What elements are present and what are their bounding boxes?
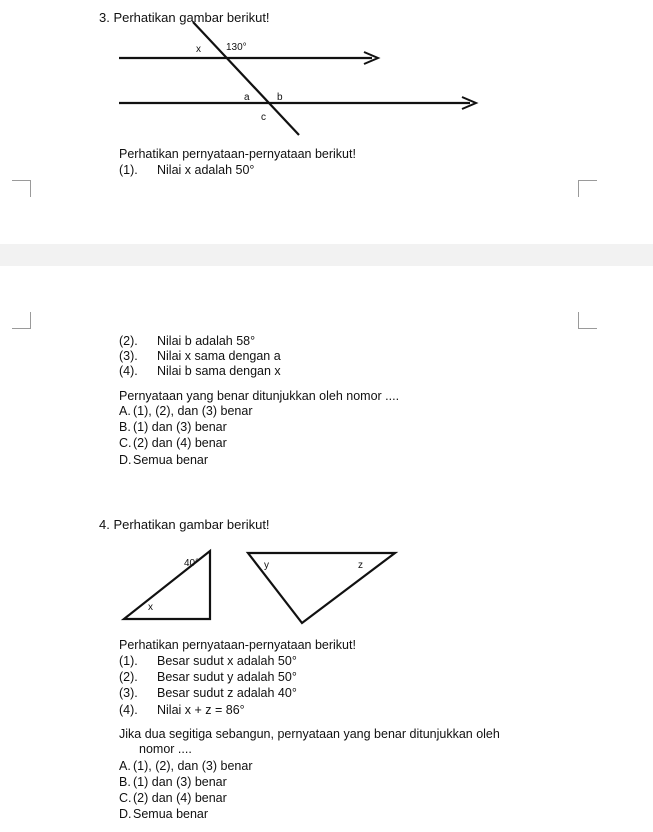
triangles-diagram <box>124 551 395 623</box>
option-letter: C. <box>119 436 132 450</box>
q3-intro: Perhatikan pernyataan-pernyataan berikut! <box>119 147 356 161</box>
option-text: Semua benar <box>133 807 209 821</box>
option-text: (2) dan (4) benar <box>133 791 227 805</box>
option-text: (1) dan (3) benar <box>133 420 227 434</box>
q3-option-c[interactable] <box>119 436 227 451</box>
option-letter: B. <box>119 775 131 789</box>
page-corner-mark <box>12 312 31 329</box>
option-text: (2) dan (4) benar <box>133 436 227 450</box>
q4-statement-3 <box>119 686 297 701</box>
q3-label-x: x <box>196 44 201 55</box>
option-letter: A. <box>119 759 131 773</box>
option-letter: D. <box>119 453 132 467</box>
statement-number: (1). <box>119 654 138 668</box>
statement-number: (4). <box>119 364 138 378</box>
page-corner-mark <box>12 180 31 197</box>
q4-option-c[interactable] <box>119 791 227 806</box>
page-corner-mark <box>578 312 597 329</box>
statement-text: Nilai b sama dengan x <box>157 364 281 378</box>
q3-option-a[interactable] <box>119 404 253 419</box>
q3-statement-3 <box>119 349 281 364</box>
statement-number: (3). <box>119 686 138 700</box>
statement-number: (3). <box>119 349 138 363</box>
statement-text: Nilai b adalah 58° <box>157 334 256 348</box>
q3-statement-1 <box>119 163 254 178</box>
statement-text: Besar sudut y adalah 50° <box>157 670 297 684</box>
page-corner-mark <box>578 180 597 197</box>
statement-text: Nilai x sama dengan a <box>157 349 281 363</box>
statement-number: (2). <box>119 670 138 684</box>
q3-title: 3. Perhatikan gambar berikut! <box>99 10 270 25</box>
right-triangle <box>248 553 395 623</box>
q4-statement-1 <box>119 654 297 669</box>
option-letter: C. <box>119 791 132 805</box>
q4-title: 4. Perhatikan gambar berikut! <box>99 517 270 532</box>
q4-question-line-2: nomor .... <box>139 742 192 756</box>
statement-text: Nilai x adalah 50° <box>157 163 255 177</box>
q3-label-a: a <box>244 92 250 103</box>
statement-text: Besar sudut z adalah 40° <box>157 686 297 700</box>
q4-label-y: y <box>264 560 269 571</box>
option-text: (1), (2), dan (3) benar <box>133 404 253 418</box>
q4-label-x: x <box>148 602 153 613</box>
option-letter: D. <box>119 807 132 821</box>
q3-label-c: c <box>261 112 266 123</box>
option-letter: B. <box>119 420 131 434</box>
q4-statement-2 <box>119 670 297 685</box>
statement-number: (4). <box>119 703 138 717</box>
q4-option-a[interactable] <box>119 759 253 774</box>
statement-number: (2). <box>119 334 138 348</box>
parallel-lines-diagram <box>119 22 476 135</box>
q3-label-130: 130° <box>226 42 247 53</box>
statement-number: (1). <box>119 163 138 177</box>
q4-question-line-1: Jika dua segitiga sebangun, pernyataan yang benar ditunjukkan oleh <box>119 727 500 741</box>
option-text: (1) dan (3) benar <box>133 775 227 789</box>
q4-label-40: 40° <box>184 558 200 569</box>
q4-statement-4 <box>119 703 245 718</box>
statement-text: Nilai x + z = 86° <box>157 703 245 717</box>
q3-statement-4 <box>119 364 281 379</box>
q3-label-b: b <box>277 92 283 103</box>
q4-option-b[interactable] <box>119 775 227 790</box>
q4-option-d[interactable] <box>119 807 208 822</box>
q4-intro: Perhatikan pernyataan-pernyataan berikut! <box>119 638 356 652</box>
transversal-line <box>193 22 299 135</box>
q3-option-d[interactable] <box>119 453 208 468</box>
q3-statement-2 <box>119 334 255 349</box>
q3-question: Pernyataan yang benar ditunjukkan oleh nomor .... <box>119 389 400 403</box>
statement-text: Besar sudut x adalah 50° <box>157 654 297 668</box>
option-text: (1), (2), dan (3) benar <box>133 759 253 773</box>
q3-option-b[interactable] <box>119 420 227 435</box>
page-break-gap <box>0 244 653 266</box>
option-text: Semua benar <box>133 453 209 467</box>
q4-label-z: z <box>358 560 363 571</box>
option-letter: A. <box>119 404 131 418</box>
